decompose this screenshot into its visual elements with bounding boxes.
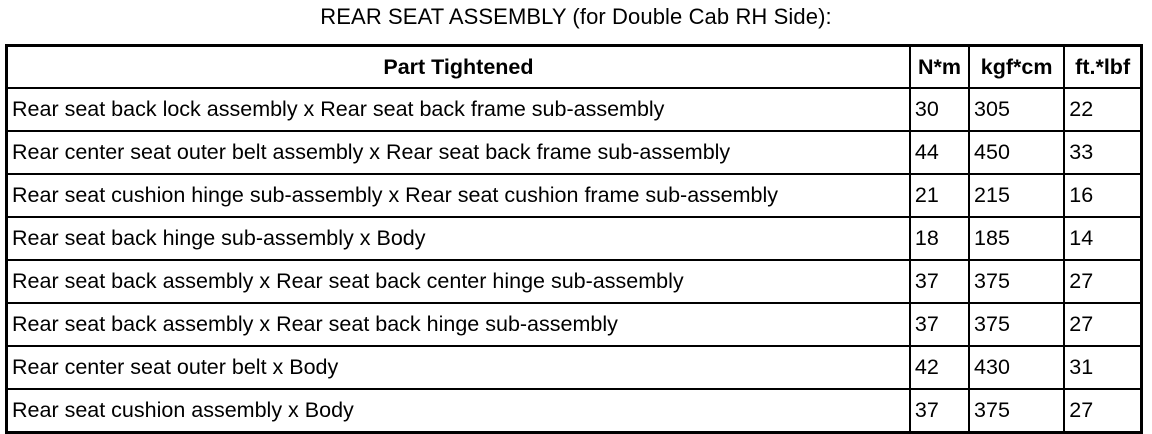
nm-cell: 37 (910, 303, 969, 346)
kgf-cm-cell: 375 (969, 389, 1064, 433)
part-cell: Rear seat back assembly x Rear seat back center hinge sub-assembly (7, 260, 910, 303)
table-row (7, 88, 1142, 131)
table-row (7, 346, 1142, 389)
ft-lbf-cell: 22 (1064, 88, 1141, 131)
part-cell: Rear center seat outer belt x Body (7, 346, 910, 389)
table-row (7, 217, 1142, 260)
part-cell: Rear seat back hinge sub-assembly x Body (7, 217, 910, 260)
table-row (7, 389, 1142, 433)
kgf-cm-cell: 185 (969, 217, 1064, 260)
header-part-tightened: Part Tightened (7, 46, 910, 89)
header-newton-meters: N*m (910, 46, 969, 89)
nm-cell: 30 (910, 88, 969, 131)
header-kgf-cm: kgf*cm (969, 46, 1064, 89)
table-header-row (7, 46, 1142, 89)
ft-lbf-cell: 27 (1064, 303, 1141, 346)
part-cell: Rear seat back lock assembly x Rear seat back frame sub-assembly (7, 88, 910, 131)
table-row (7, 303, 1142, 346)
ft-lbf-cell: 27 (1064, 389, 1141, 433)
nm-cell: 18 (910, 217, 969, 260)
kgf-cm-cell: 375 (969, 303, 1064, 346)
ft-lbf-cell: 27 (1064, 260, 1141, 303)
part-cell: Rear seat back assembly x Rear seat back hinge sub-assembly (7, 303, 910, 346)
kgf-cm-cell: 430 (969, 346, 1064, 389)
part-cell: Rear seat cushion hinge sub-assembly x Rear seat cushion frame sub-assembly (7, 174, 910, 217)
table-row (7, 131, 1142, 174)
nm-cell: 37 (910, 389, 969, 433)
nm-cell: 37 (910, 260, 969, 303)
nm-cell: 44 (910, 131, 969, 174)
ft-lbf-cell: 14 (1064, 217, 1141, 260)
part-cell: Rear seat cushion assembly x Body (7, 389, 910, 433)
kgf-cm-cell: 375 (969, 260, 1064, 303)
part-cell: Rear center seat outer belt assembly x Rear seat back frame sub-assembly (7, 131, 910, 174)
kgf-cm-cell: 450 (969, 131, 1064, 174)
ft-lbf-cell: 33 (1064, 131, 1141, 174)
header-ft-lbf: ft.*lbf (1064, 46, 1141, 89)
table-row (7, 260, 1142, 303)
nm-cell: 21 (910, 174, 969, 217)
table-row (7, 174, 1142, 217)
kgf-cm-cell: 215 (969, 174, 1064, 217)
kgf-cm-cell: 305 (969, 88, 1064, 131)
ft-lbf-cell: 31 (1064, 346, 1141, 389)
page-title: REAR SEAT ASSEMBLY (for Double Cab RH Side): (320, 4, 832, 29)
ft-lbf-cell: 16 (1064, 174, 1141, 217)
torque-spec-table (5, 44, 1143, 434)
nm-cell: 42 (910, 346, 969, 389)
